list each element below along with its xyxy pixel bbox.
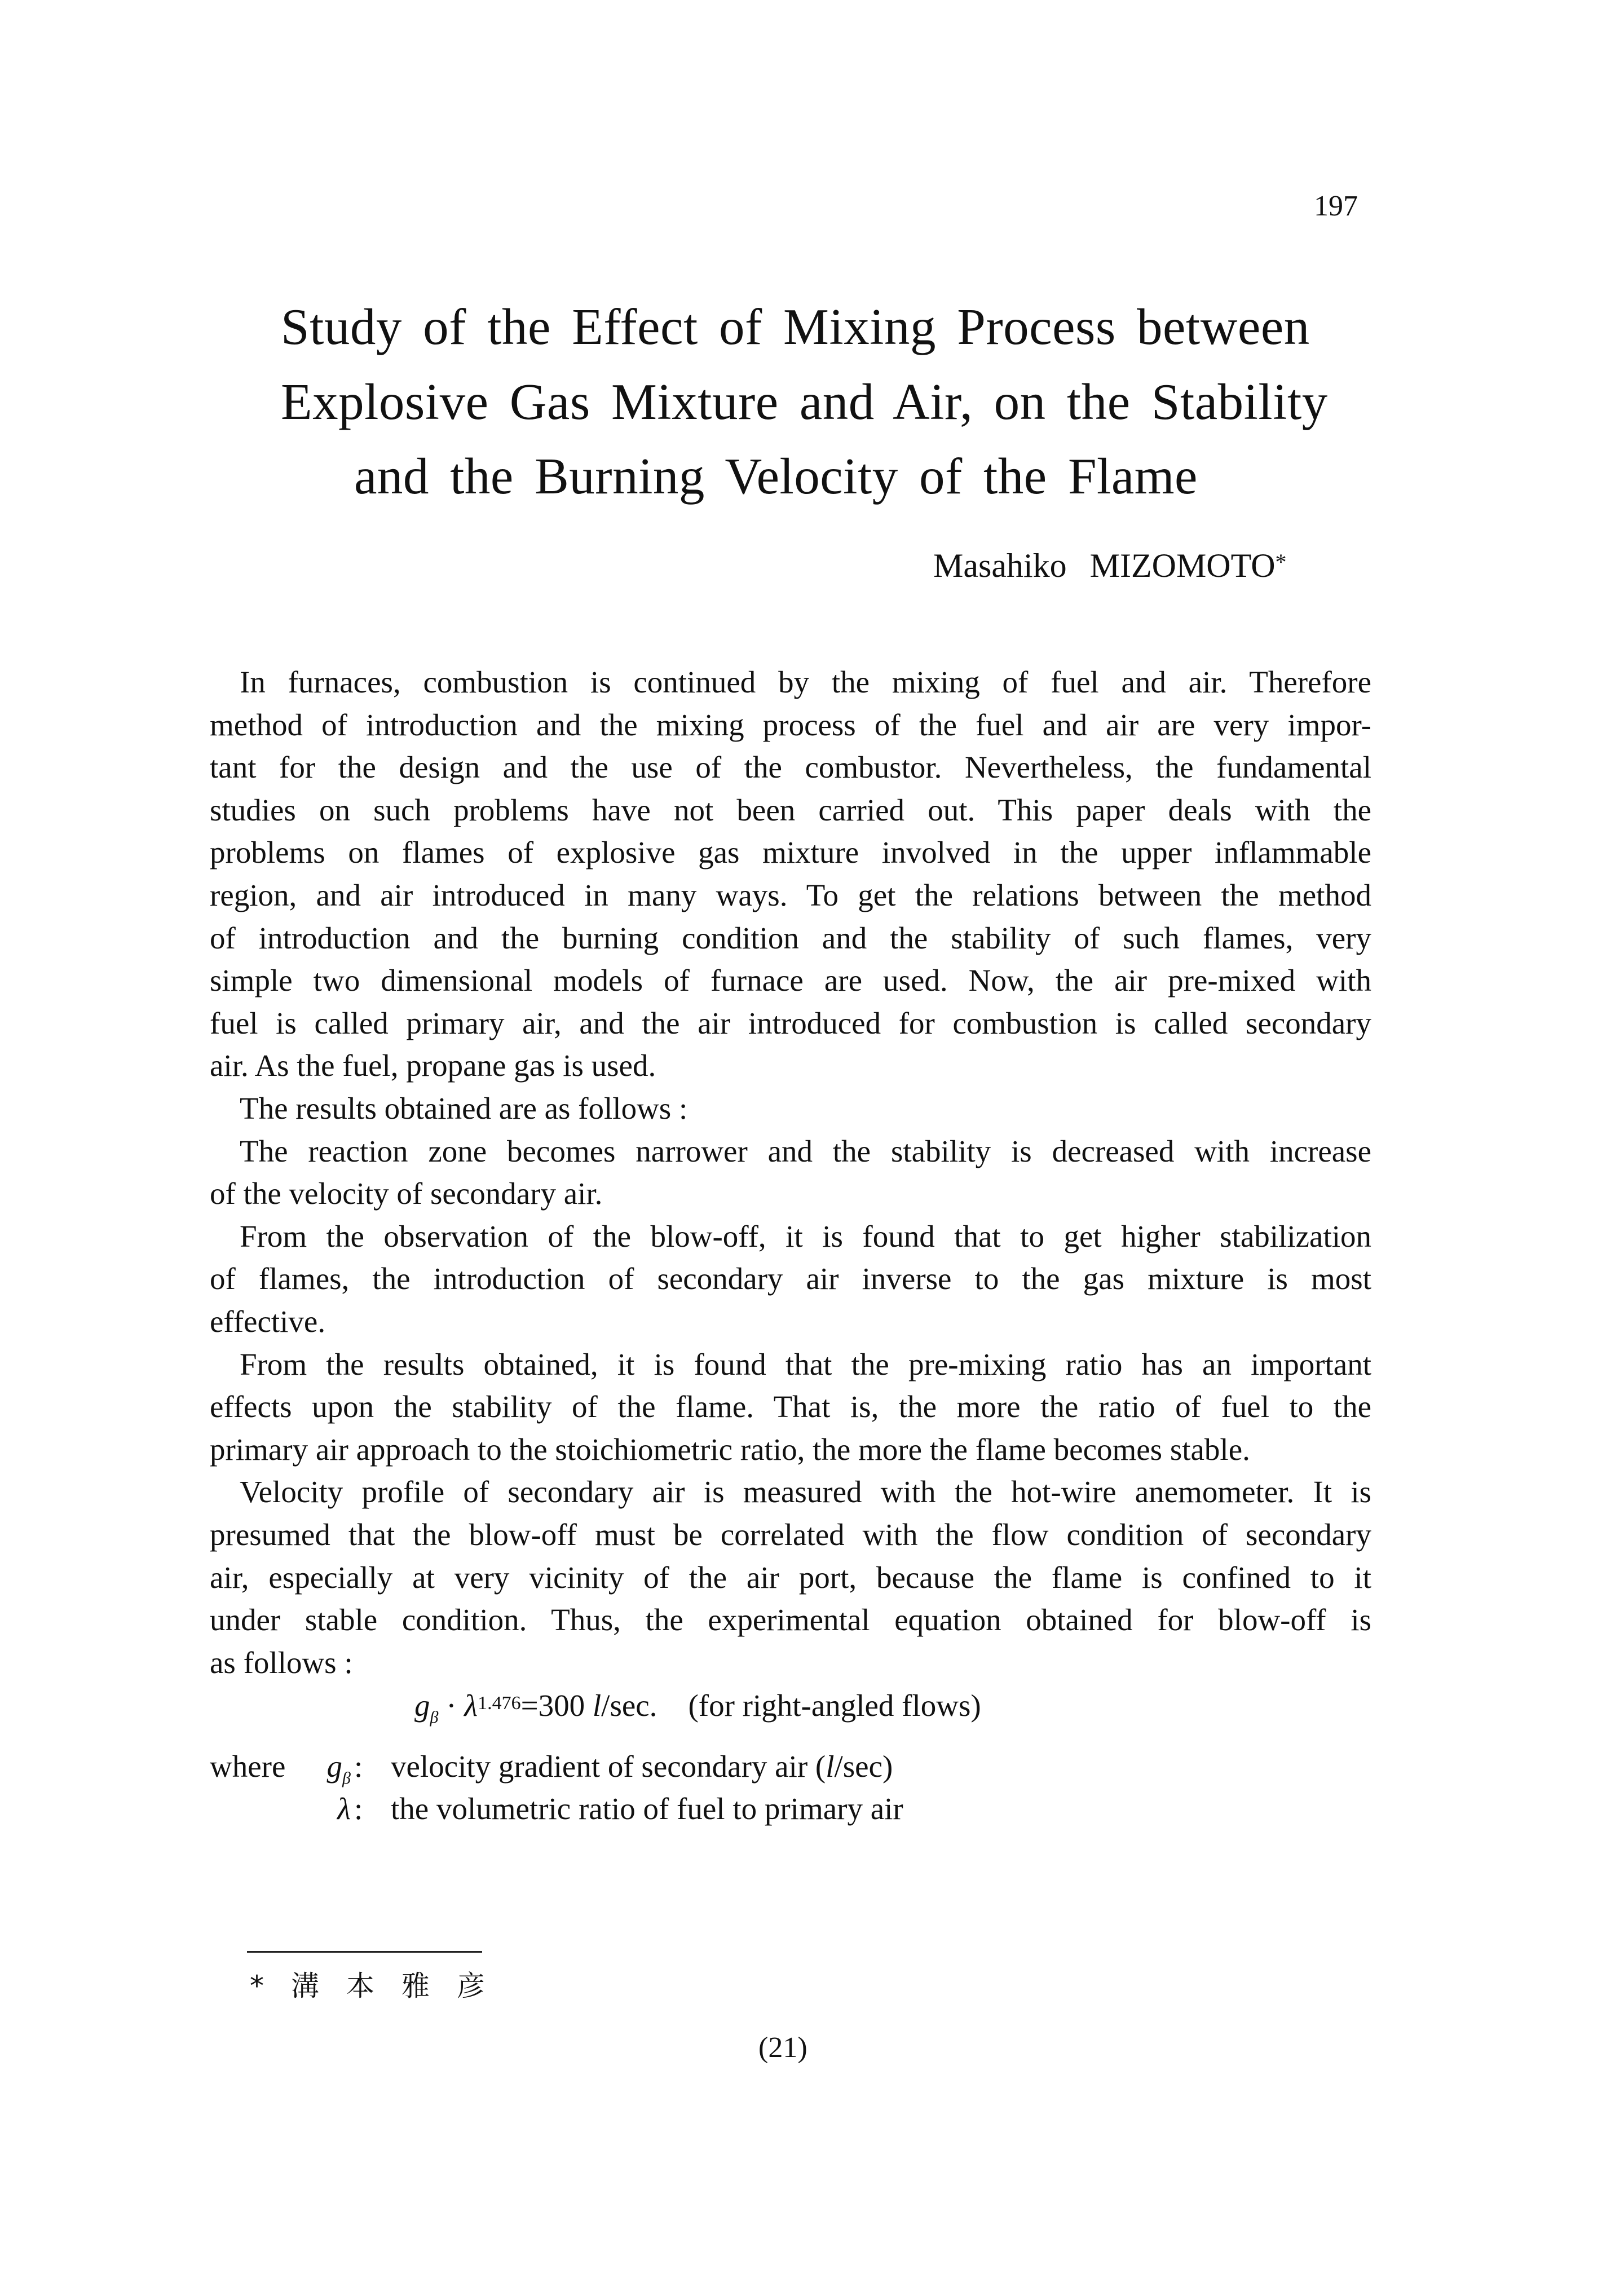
author-name: Masahiko MIZOMOTO xyxy=(933,547,1276,584)
equation-unit-rest: /sec. xyxy=(601,1688,657,1723)
definition-lambda xyxy=(210,1792,903,1826)
def-unit-l: l xyxy=(826,1749,835,1784)
def-subscript: β xyxy=(342,1769,351,1787)
def-text: the volumetric ratio of fuel to primary air xyxy=(391,1791,903,1826)
definition-g-beta xyxy=(210,1750,893,1795)
footer-page-number: (21) xyxy=(758,2032,807,2064)
body-text-line: primary air approach to the stoichiometric ratio, the more the flame becomes stable. xyxy=(210,1432,1250,1467)
equation-unit-l: l xyxy=(592,1688,602,1723)
body-text-line: of flames, the introduction of secondary air inverse to the gas mixture is most xyxy=(210,1261,1371,1296)
body-text-line: The reaction zone becomes narrower and the stability is decreased with increase xyxy=(240,1134,1371,1168)
body-text-line: From the results obtained, it is found that the pre-mixing ratio has an important xyxy=(240,1347,1371,1381)
title-line: Study of the Effect of Mixing Process between xyxy=(281,298,1310,355)
body-text-line: as follows : xyxy=(210,1645,353,1680)
body-text-line: tant for the design and the use of the combustor. Nevertheless, the fundamental xyxy=(210,750,1371,784)
body-text-line: studies on such problems have not been carried out. This paper deals with the xyxy=(210,793,1371,827)
def-symbol: λ xyxy=(337,1791,351,1826)
body-text-line: presumed that the blow-off must be correlated with the flow condition of secondary xyxy=(210,1517,1371,1552)
body-text-line: simple two dimensional models of furnace are used. Now, the air pre-mixed with xyxy=(210,963,1371,997)
equation-exponent: 1.476 xyxy=(478,1693,521,1714)
title-line: Explosive Gas Mixture and Air, on the Stability xyxy=(281,373,1328,430)
body-text-line: fuel is called primary air, and the air introduced for combustion is called secondary xyxy=(210,1006,1371,1040)
body-text-line: of introduction and the burning condition and the stability of such flames, very xyxy=(210,921,1371,955)
body-text-line: effects upon the stability of the flame. That is, the more the ratio of fuel to the xyxy=(210,1389,1371,1424)
author-line xyxy=(933,546,1287,585)
body-text-line: effective. xyxy=(210,1304,326,1339)
equation-dot: · xyxy=(438,1688,465,1723)
equation-note: (for right-angled flows) xyxy=(688,1688,981,1723)
def-colon: : xyxy=(354,1749,363,1784)
footnote-divider xyxy=(247,1951,482,1953)
equation-lambda: λ xyxy=(464,1688,478,1723)
body-text-line: In furnaces, combustion is continued by the mixing of fuel and air. Therefore xyxy=(240,665,1371,699)
title-line: and the Burning Velocity of the Flame xyxy=(354,448,1198,505)
blow-off-equation xyxy=(414,1686,981,1737)
def-symbol: g xyxy=(326,1749,343,1784)
body-text-line: problems on flames of explosive gas mixture involved in the upper inflammable xyxy=(210,835,1371,869)
def-text: velocity gradient of secondary air ( xyxy=(391,1749,826,1784)
body-text-line: under stable condition. Thus, the experimental equation obtained for blow-off is xyxy=(210,1603,1371,1637)
body-text-line: The results obtained are as follows : xyxy=(240,1091,688,1125)
body-text-line: region, and air introduced in many ways. To get the relations between the method xyxy=(210,878,1371,912)
page-number: 197 xyxy=(1314,190,1358,222)
author-footnote: *溝本雅彦 xyxy=(250,1970,512,2002)
def-text-post: /sec) xyxy=(834,1749,893,1784)
author-footnote-mark: * xyxy=(1275,549,1287,575)
body-text-line: Velocity profile of secondary air is measured with the hot-wire anemometer. It is xyxy=(240,1475,1371,1509)
equation-beta-subscript: β xyxy=(430,1708,439,1727)
body-text-line: air, especially at very vicinity of the air port, because the flame is confined to it xyxy=(210,1560,1371,1595)
def-colon: : xyxy=(354,1791,363,1826)
body-text-line: air. As the fuel, propane gas is used. xyxy=(210,1048,656,1083)
equation-g-symbol: g xyxy=(414,1688,430,1723)
body-text-line: From the observation of the blow-off, it is found that to get higher stabilization xyxy=(240,1219,1371,1253)
where-label: where xyxy=(210,1749,286,1784)
equation-rhs: =300 xyxy=(520,1688,593,1723)
body-text-line: method of introduction and the mixing process of the fuel and air are very impor- xyxy=(210,708,1371,742)
body-text-line: of the velocity of secondary air. xyxy=(210,1176,603,1211)
